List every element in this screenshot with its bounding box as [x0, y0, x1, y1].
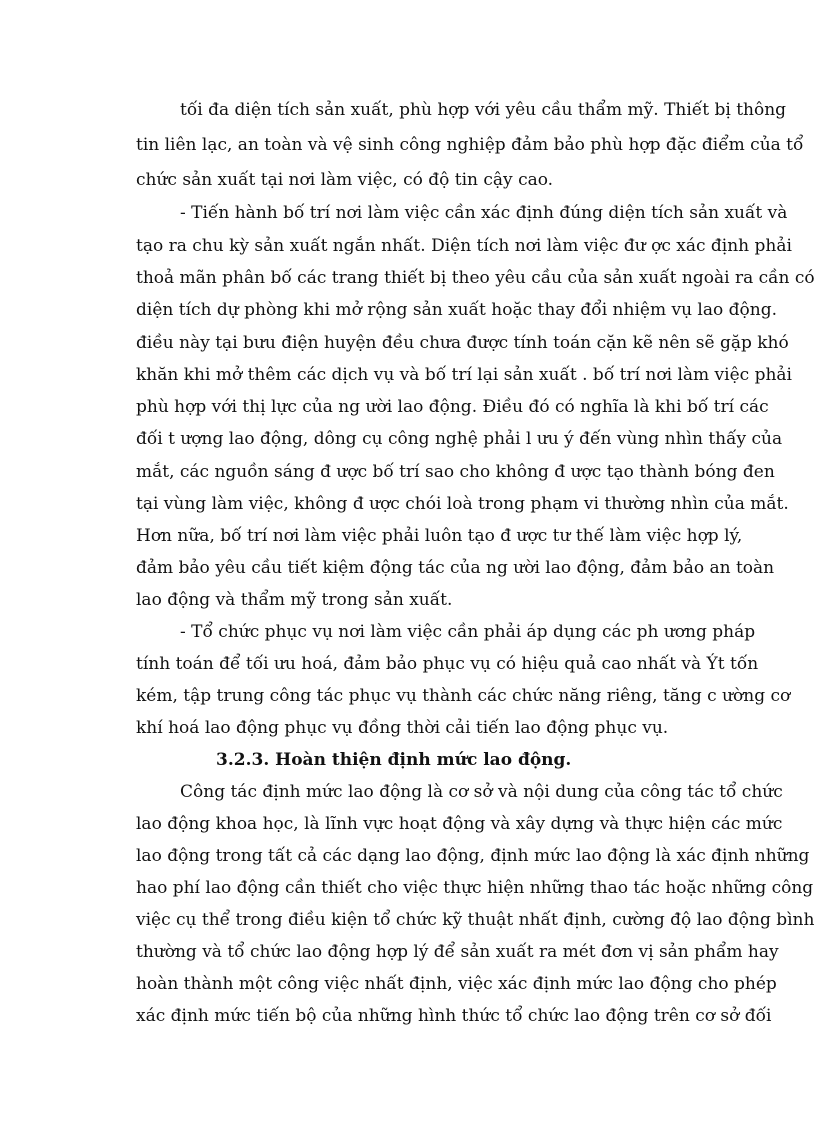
- text-line: tính toán để tối ưu hoá, đảm bảo phục vụ có hiệu quả cao nhất và Ýt tốn: [136, 654, 759, 674]
- text-line: chức sản xuất tại nơi làm việc, có độ tin cậy cao.: [136, 170, 554, 190]
- text-line: tối đa diện tích sản xuất, phù hợp với yêu cầu thẩm mỹ. Thiết bị thông: [180, 100, 787, 120]
- text-line: lao động khoa học, là lĩnh vực hoạt động và xây dựng và thực hiện các mức: [136, 814, 783, 834]
- text-line: tin liên lạc, an toàn và vệ sinh công nghiệp đảm bảo phù hợp đặc điểm của tổ: [136, 135, 804, 155]
- text-line: khí hoá lao động phục vụ đồng thời cải tiến lao động phục vụ.: [136, 718, 669, 738]
- text-line: khăn khi mở thêm các dịch vụ và bố trí lại sản xuất . bố trí nơi làm việc phải: [136, 365, 792, 385]
- text-line: - Tiến hành bố trí nơi làm việc cần xác định đúng diện tích sản xuất và: [180, 203, 788, 223]
- text-line: đảm bảo yêu cầu tiết kiệm động tác của ng ười lao động, đảm bảo an toàn: [136, 558, 775, 578]
- text-line: thoả mãn phân bố các trang thiết bị theo yêu cầu của sản xuất ngoài ra cần có: [136, 268, 815, 288]
- text-line: xác định mức tiến bộ của những hình thức tổ chức lao động trên cơ sở đối: [136, 1006, 772, 1026]
- text-line: hoàn thành một công việc nhất định, việc xác định mức lao động cho phép: [136, 974, 777, 994]
- text-line: - Tổ chức phục vụ nơi làm việc cần phải áp dụng các ph ương pháp: [180, 622, 756, 642]
- text-line: hao phí lao động cần thiết cho việc thực hiện những thao tác hoặc những công: [136, 878, 814, 898]
- text-line: diện tích dự phòng khi mở rộng sản xuất hoặc thay đổi nhiệm vụ lao động.: [136, 300, 777, 320]
- text-line: điều này tại bưu điện huyện đều chưa được tính toán cặn kẽ nên sẽ gặp khó: [136, 333, 789, 353]
- text-line: kém, tập trung công tác phục vụ thành các chức năng riêng, tăng c ường cơ: [136, 686, 791, 706]
- text-line: phù hợp với thị lực của ng ười lao động. Điều đó có nghĩa là khi bố trí các: [136, 397, 769, 417]
- text-line: tạo ra chu kỳ sản xuất ngắn nhất. Diện tích nơi làm việc đư ợc xác định phải: [136, 236, 792, 256]
- text-line: lao động và thẩm mỹ trong sản xuất.: [136, 590, 453, 610]
- text-line: đối t ượng lao động, dông cụ công nghệ phải l ưu ý đến vùng nhìn thấy của: [136, 429, 783, 449]
- text-line: mắt, các nguồn sáng đ ược bố trí sao cho không đ ược tạo thành bóng đen: [136, 462, 775, 482]
- text-line: Công tác định mức lao động là cơ sở và nội dung của công tác tổ chức: [180, 782, 783, 802]
- text-line: Hơn nữa, bố trí nơi làm việc phải luôn tạo đ ược tư thế làm việc hợp lý,: [136, 526, 743, 546]
- section-heading: 3.2.3. Hoàn thiện định mức lao động.: [216, 750, 572, 770]
- text-line: thường và tổ chức lao động hợp lý để sản xuất ra mét đơn vị sản phẩm hay: [136, 942, 779, 962]
- text-line: lao động trong tất cả các dạng lao động, định mức lao động là xác định những: [136, 846, 810, 866]
- text-line: tại vùng làm việc, không đ ược chói loà trong phạm vi thường nhìn của mắt.: [136, 494, 789, 514]
- text-line: việc cụ thể trong điều kiện tổ chức kỹ thuật nhất định, cường độ lao động bình: [136, 910, 815, 930]
